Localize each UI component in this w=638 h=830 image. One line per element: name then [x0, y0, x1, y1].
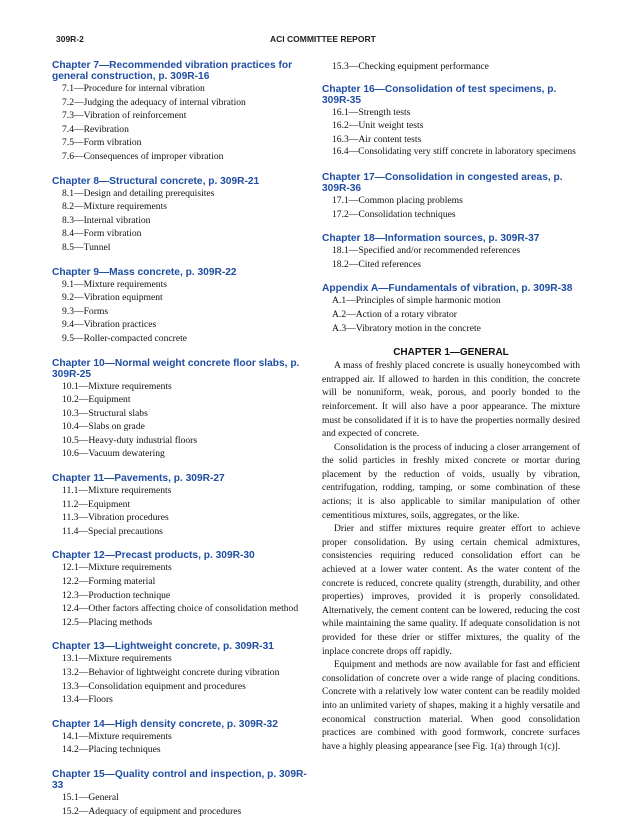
section-item[interactable]: A.1—Principles of simple harmonic motion [332, 295, 501, 307]
toc-chapter-block [322, 84, 580, 160]
section-item[interactable]: 10.2—Equipment [62, 394, 131, 406]
section-item[interactable]: 8.2—Mixture requirements [62, 201, 167, 213]
toc-chapter-block [52, 60, 308, 164]
toc-chapter-block [52, 641, 308, 706]
section-item[interactable]: 16.3—Air content tests [332, 133, 422, 145]
toc-chapter-block [322, 283, 580, 335]
section-item[interactable]: 11.2—Equipment [62, 498, 131, 510]
toc-chapter-block [52, 176, 308, 255]
section-item[interactable]: 12.5—Placing methods [62, 616, 153, 628]
chapter-heading[interactable]: Chapter 10—Normal weight concrete floor slabs, p. 309R-25 [52, 357, 300, 380]
body-paragraph: A mass of freshly placed concrete is usually honeycombed with entrapped air. If allowed to harden in this condition, the concrete will be nonuniform, weak, porous, and poorly bonded to the reinforcement. It will also have a poor appearance. The mixture must be consolidated if it is to have the properties normally desired and expected of concrete. [322, 361, 580, 440]
section-item[interactable]: 10.6—Vacuum dewatering [62, 448, 165, 460]
section-item[interactable]: 18.1—Specified and/or recommended references [332, 245, 521, 257]
toc-chapter-block [322, 233, 580, 271]
section-item[interactable]: 14.2—Placing techniques [62, 744, 161, 756]
section-item[interactable]: 13.2—Behavior of lightweight concrete during vibration [62, 667, 280, 678]
section-item[interactable]: 11.4—Special precautions [62, 525, 163, 537]
section-item[interactable]: 9.3—Forms [62, 305, 109, 317]
chapter-heading[interactable]: Chapter 11—Pavements, p. 309R-27 [52, 473, 225, 485]
section-list [52, 278, 308, 346]
section-item[interactable]: 9.4—Vibration practices [62, 319, 157, 331]
section-list [52, 187, 308, 255]
section-item[interactable]: 16.2—Unit weight tests [332, 120, 424, 132]
chapter-heading[interactable]: Chapter 13—Lightweight concrete, p. 309R-31 [52, 641, 274, 653]
section-item[interactable]: 8.4—Form vibration [62, 228, 142, 240]
section-item[interactable]: 7.4—Revibration [62, 123, 129, 135]
chapter-heading[interactable]: Chapter 14—High density concrete, p. 309R-32 [52, 718, 278, 730]
section-item[interactable]: 8.5—Tunnel [62, 241, 111, 253]
left-column [52, 60, 308, 830]
section-list [52, 791, 308, 818]
chapter-heading[interactable]: Chapter 7—Recommended vibration practices for general construction, p. 309R-16 [52, 60, 293, 82]
toc-chapter-block [52, 358, 308, 462]
section-list [52, 380, 308, 462]
section-item[interactable]: 9.5—Roller-compacted concrete [62, 332, 188, 344]
section-item[interactable]: 17.1—Common placing problems [332, 194, 463, 206]
chapter-1-title: CHAPTER 1—GENERAL [393, 347, 509, 359]
right-column [322, 60, 580, 754]
toc-chapter-block [52, 267, 308, 346]
section-item[interactable]: 13.1—Mixture requirements [62, 653, 172, 665]
section-item[interactable]: A.3—Vibratory motion in the concrete [332, 322, 481, 334]
section-item[interactable]: 18.2—Cited references [332, 258, 421, 270]
section-item[interactable]: 15.3—Checking equipment performance [332, 61, 489, 72]
section-item[interactable]: 17.2—Consolidation techniques [332, 208, 456, 220]
section-item[interactable]: 12.2—Forming material [62, 576, 156, 588]
section-item[interactable]: 10.5—Heavy-duty industrial floors [62, 434, 198, 446]
section-item[interactable]: 9.2—Vibration equipment [62, 292, 163, 304]
section-list [52, 82, 308, 164]
toc-chapter-block [52, 550, 308, 629]
section-item[interactable]: 11.3—Vibration procedures [62, 512, 169, 524]
chapter-heading[interactable]: Chapter 9—Mass concrete, p. 309R-22 [52, 266, 237, 278]
section-item[interactable]: 9.1—Mixture requirements [62, 278, 167, 290]
chapter-heading[interactable]: Chapter 18—Information sources, p. 309R-37 [322, 233, 540, 245]
body-paragraph: Consolidation is the process of inducing a closer arrangement of the solid particles in freshly mixed concrete or mortar during placement by the reduction of voids, usually by vibration, centrifugation, rodding, tamping, or some combination of these actions; it is also applicable to similar manipulation of other cementitious mixtures, soils, aggregates, or the like. [322, 442, 580, 521]
page-header [56, 34, 582, 48]
page-number: 309R-2 [56, 34, 84, 44]
report-title: ACI COMMITTEE REPORT [270, 34, 376, 44]
section-item[interactable]: 8.1—Design and detailing prerequisites [62, 187, 215, 199]
chapter-1-body [322, 360, 580, 754]
section-list [52, 652, 308, 706]
section-list [52, 484, 308, 538]
section-item[interactable]: 7.5—Form vibration [62, 137, 142, 149]
section-list [322, 106, 580, 160]
section-item[interactable]: 15.1—General [62, 791, 119, 803]
body-paragraph: Drier and stiffer mixtures require greater effort to achieve proper consolidation. By using certain chemical admixtures, consistencies requiring reduced consolidation effort can be achieved at a lower water content. As the water content of the concrete is reduced, concrete quality (strength, durability, and other properties) improves, provided it is properly consolidated. Alternatively, the cement content can be lowered, reducing the cost while maintaining the same quality. If adequate consolidation is not provided for these drier or stiffer mixtures, the quality of the inplace concrete drops off rapidly. [322, 524, 580, 657]
section-item[interactable]: 7.2—Judging the adequacy of internal vibration [62, 96, 246, 108]
section-item[interactable]: A.2—Action of a rotary vibrator [332, 308, 457, 320]
toc-chapter-block [322, 172, 580, 221]
section-item[interactable]: 12.4—Other factors affecting choice of consolidation method [62, 603, 299, 615]
section-item[interactable]: 8.3—Internal vibration [62, 214, 151, 226]
section-item[interactable]: 13.4—Floors [62, 694, 113, 706]
section-list [52, 561, 308, 629]
body-paragraph: Equipment and methods are now available for fast and efficient consolidation of concrete over a wide range of placing conditions. Concrete with a relatively low water content can be readily molded into an unlimited variety of shapes, making it a highly versatile and economical construction material. When good consolidation practices are combined with good formwork, concrete surfaces have a highly pleasing appearance [see Fig. 1(a) through 1(c)]. [322, 660, 580, 752]
continued-section-list [322, 60, 580, 74]
section-item[interactable]: 15.2—Adequacy of equipment and procedures [62, 805, 242, 817]
section-item[interactable]: 16.4—Consolidating very stiff concrete in laboratory specimens [332, 147, 576, 158]
section-item[interactable]: 10.3—Structural slabs [62, 407, 148, 419]
section-item[interactable]: 10.4—Slabs on grade [62, 421, 145, 433]
section-item[interactable]: 10.1—Mixture requirements [62, 380, 172, 392]
section-item[interactable]: 14.1—Mixture requirements [62, 730, 172, 742]
section-item[interactable]: 7.6—Consequences of improper vibration [62, 150, 224, 162]
chapter-heading[interactable]: Chapter 12—Precast products, p. 309R-30 [52, 550, 255, 562]
chapter-heading[interactable]: Chapter 8—Structural concrete, p. 309R-21 [52, 175, 260, 187]
chapter-heading[interactable]: Chapter 16—Consolidation of test specimens, p. 309R-35 [322, 83, 557, 106]
section-item[interactable]: 16.1—Strength tests [332, 106, 411, 118]
section-item[interactable]: 12.3—Production technique [62, 589, 171, 601]
chapter-heading[interactable]: Chapter 15—Quality control and inspection, p. 309R-33 [52, 768, 307, 791]
chapter-heading[interactable]: Appendix A—Fundamentals of vibration, p. 309R-38 [322, 283, 573, 295]
section-item[interactable]: 7.3—Vibration of reinforcement [62, 110, 187, 122]
section-item[interactable]: 13.3—Consolidation equipment and procedures [62, 680, 246, 692]
toc-chapter-block [52, 473, 308, 538]
section-item[interactable]: 11.1—Mixture requirements [62, 485, 172, 497]
chapter-heading[interactable]: Chapter 17—Consolidation in congested areas, p. 309R-36 [322, 171, 563, 194]
section-item[interactable]: 7.1—Procedure for internal vibration [62, 83, 205, 94]
toc-chapter-block [52, 769, 308, 818]
section-list [52, 730, 308, 757]
section-list [322, 194, 580, 221]
section-list [322, 294, 580, 335]
toc-chapter-block [52, 719, 308, 757]
section-item[interactable]: 12.1—Mixture requirements [62, 562, 172, 574]
section-list [322, 244, 580, 271]
